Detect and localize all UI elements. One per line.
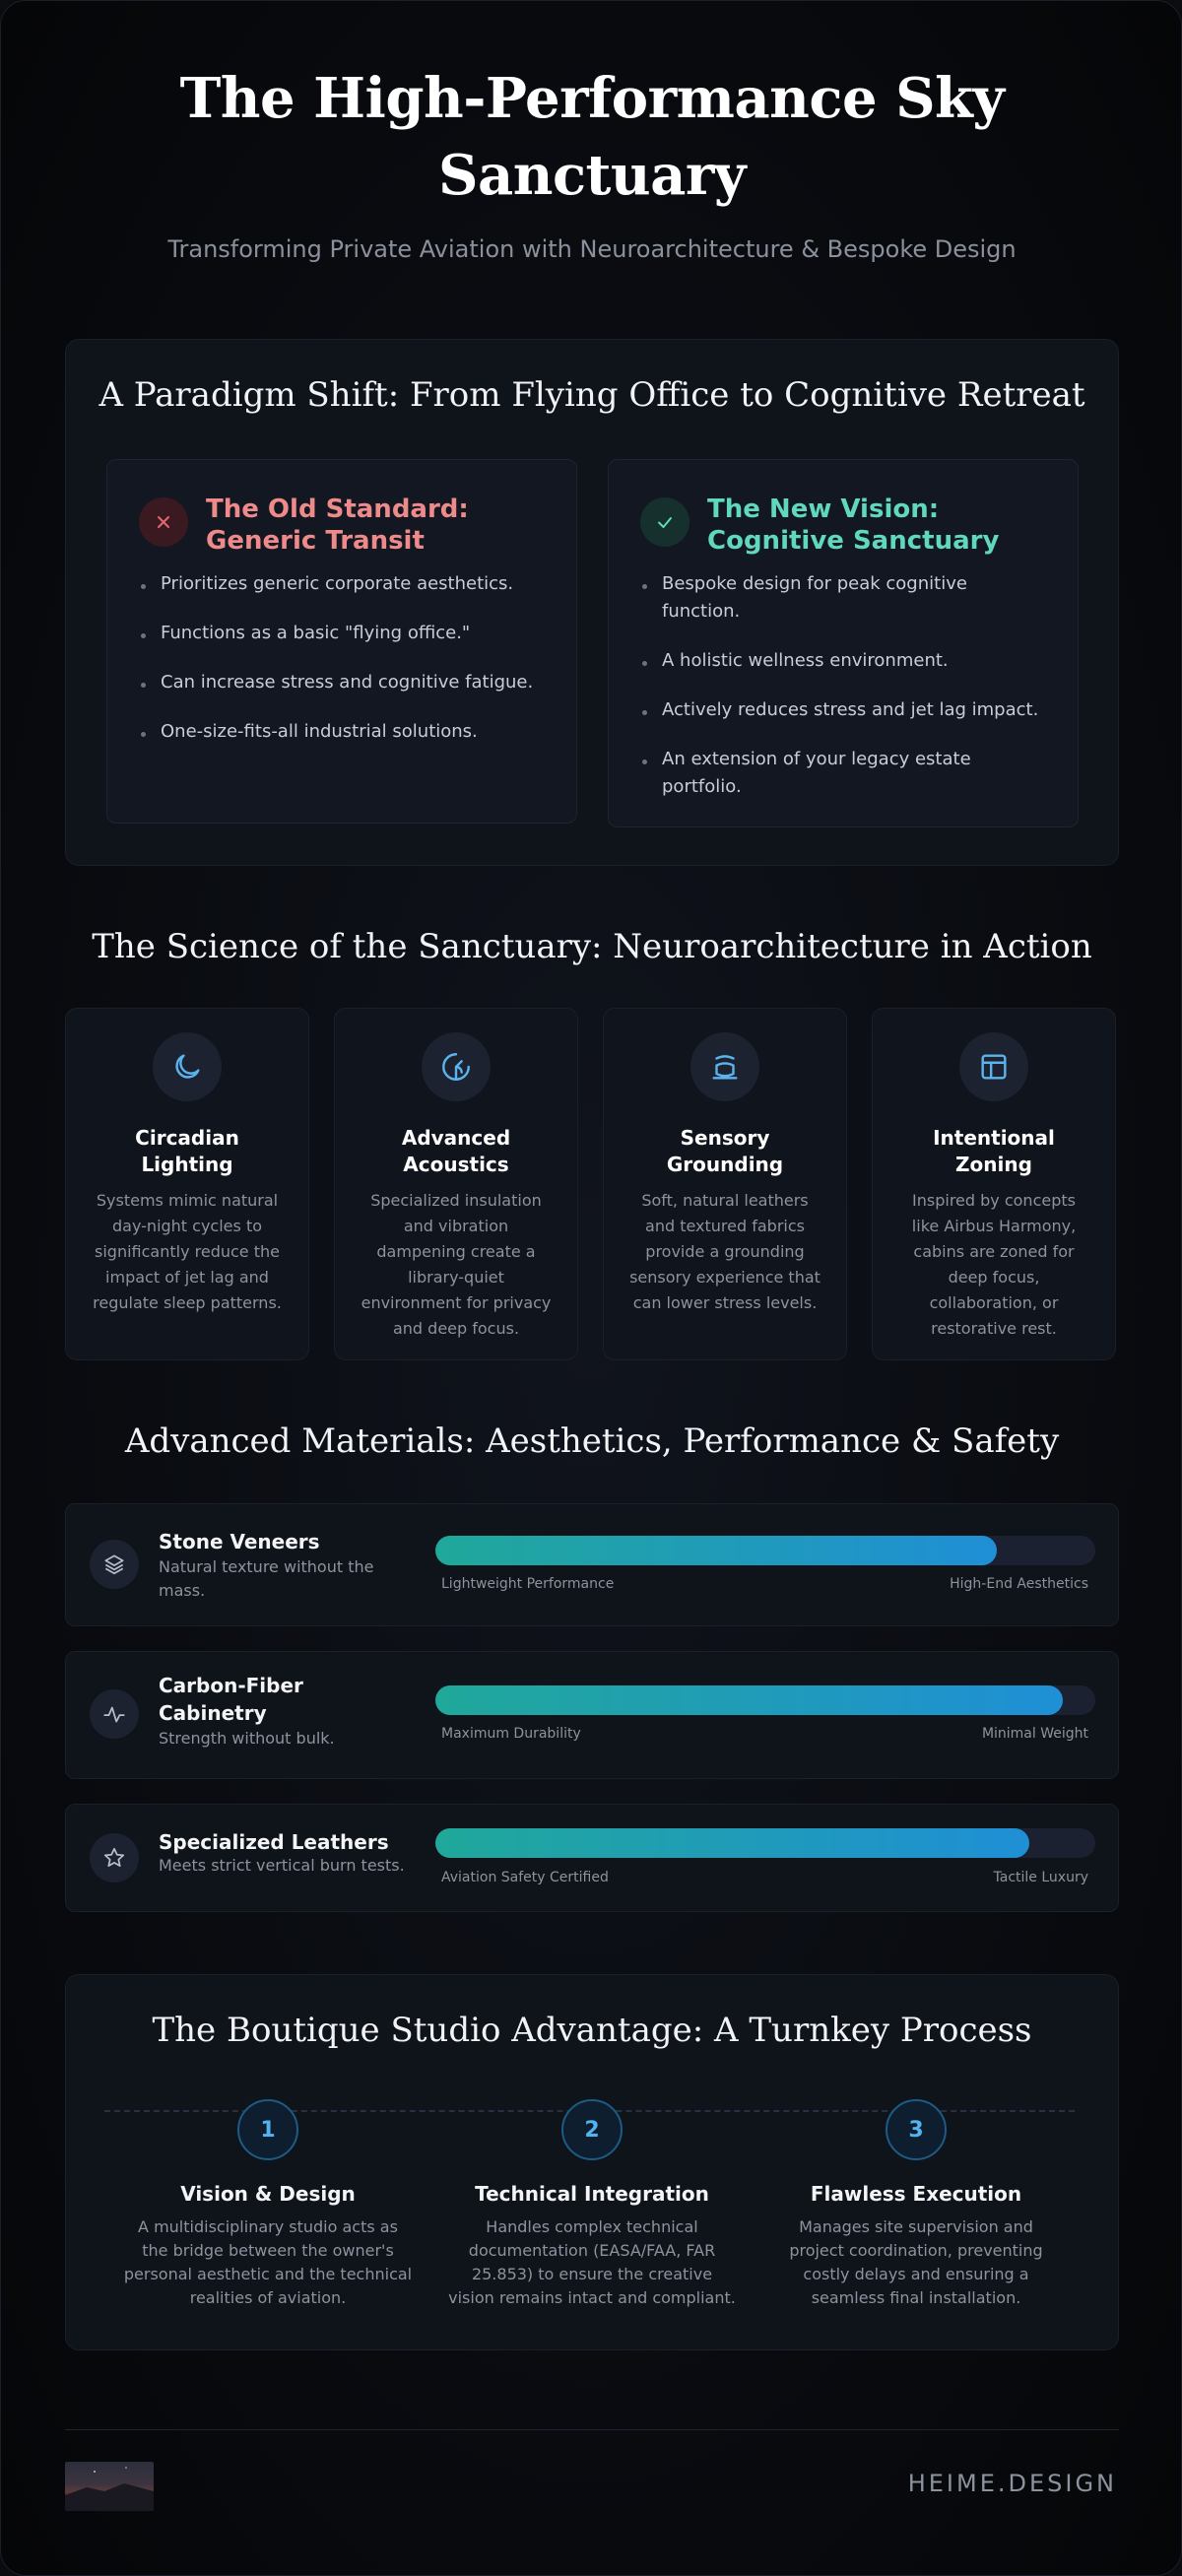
step-number: 3 <box>886 2099 947 2160</box>
process-step-3 <box>763 2099 1069 2310</box>
paradigm-title: A Paradigm Shift: From Flying Office to Cognitive Retreat <box>98 375 1085 415</box>
science-card-acoustics <box>334 1008 578 1360</box>
page-subtitle: Transforming Private Aviation with Neuroarchitecture & Bespoke Design <box>167 235 1017 263</box>
sound-dampening-icon <box>422 1032 491 1101</box>
old-standard-list <box>139 570 545 746</box>
bar-left-label: Aviation Safety Certified <box>441 1870 609 1885</box>
process-step-2 <box>439 2099 745 2310</box>
step-number: 1 <box>237 2099 298 2160</box>
material-bar-fill <box>435 1828 1029 1858</box>
step-title: Flawless Execution <box>810 2182 1022 2206</box>
list-item: Prioritizes generic corporate aesthetics. <box>139 570 545 598</box>
material-bar-fill <box>435 1685 1063 1715</box>
bar-right-label: Minimal Weight <box>981 1726 1088 1742</box>
bar-right-label: Tactile Luxury <box>993 1870 1088 1885</box>
step-text: A multidisciplinary studio acts as the bridge between the owner's personal aesthetic and the technical realities of aviation. <box>123 2217 413 2307</box>
material-desc: Meets strict vertical burn tests. <box>159 1856 405 1875</box>
list-item: A holistic wellness environment. <box>640 647 1046 675</box>
new-vision-list <box>640 570 1046 801</box>
step-title: Technical Integration <box>475 2182 709 2206</box>
process-step-1 <box>115 2099 421 2310</box>
science-card-text: Inspired by concepts like Airbus Harmony, cabins are zoned for deep focus, collaboration, or restorative rest. <box>911 1191 1077 1338</box>
science-card-text: Soft, natural leathers and textured fabrics provide a grounding sensory experience that can lower stress levels. <box>629 1191 821 1312</box>
hero <box>1 60 1182 263</box>
star-icon <box>90 1833 139 1882</box>
list-item: Functions as a basic "flying office." <box>139 620 545 647</box>
material-name: Specialized Leathers <box>159 1830 389 1854</box>
layers-icon <box>90 1540 139 1589</box>
science-card-title: Circadian Lighting <box>135 1126 239 1176</box>
texture-icon <box>690 1032 759 1101</box>
footer-divider <box>65 2429 1119 2430</box>
bar-left-label: Lightweight Performance <box>441 1576 615 1592</box>
science-card-title: Intentional Zoning <box>933 1126 1055 1176</box>
science-card-zoning <box>872 1008 1116 1360</box>
close-icon <box>139 497 188 547</box>
science-card-title: Advanced Acoustics <box>401 1126 511 1176</box>
list-item: Actively reduces stress and jet lag impact. <box>640 696 1046 724</box>
cabin-thumbnail-image <box>65 2462 154 2511</box>
old-standard-title: The Old Standard: Generic Transit <box>206 495 469 556</box>
material-bar-fill <box>435 1536 997 1565</box>
moon-icon <box>153 1032 222 1101</box>
list-item: Bespoke design for peak cognitive function. <box>640 570 1046 626</box>
material-desc: Strength without bulk. <box>159 1729 335 1748</box>
process-title: The Boutique Studio Advantage: A Turnkey Process <box>152 2011 1032 2050</box>
material-bar <box>435 1685 1095 1715</box>
step-title: Vision & Design <box>180 2182 356 2206</box>
step-number: 2 <box>561 2099 623 2160</box>
list-item: Can increase stress and cognitive fatigue. <box>139 669 545 696</box>
materials-title: Advanced Materials: Aesthetics, Performance & Safety <box>124 1421 1060 1461</box>
step-text: Manages site supervision and project coordination, preventing costly delays and ensuring a seamless final installation. <box>789 2217 1043 2307</box>
new-vision-title: The New Vision: Cognitive Sanctuary <box>707 495 1000 556</box>
layout-icon <box>959 1032 1028 1101</box>
science-card-text: Specialized insulation and vibration dampening create a library-quiet environment for privacy and deep focus. <box>361 1191 552 1338</box>
material-stone-veneers <box>65 1503 1119 1626</box>
bar-left-label: Maximum Durability <box>441 1726 581 1742</box>
old-standard-card <box>106 459 577 824</box>
brand-logo-text: HEIME.DESIGN <box>907 2470 1117 2497</box>
new-vision-card <box>608 459 1079 827</box>
list-item: An extension of your legacy estate portfolio. <box>640 746 1046 801</box>
science-title: The Science of the Sanctuary: Neuroarchitecture in Action <box>92 927 1092 966</box>
material-bar <box>435 1828 1095 1858</box>
check-icon <box>640 497 690 547</box>
bar-right-label: High-End Aesthetics <box>950 1576 1088 1592</box>
material-bar <box>435 1536 1095 1565</box>
science-card-text: Systems mimic natural day-night cycles to significantly reduce the impact of jet lag and regulate sleep patterns. <box>93 1191 282 1312</box>
pulse-icon <box>90 1689 139 1739</box>
science-card-title: Sensory Grounding <box>666 1126 784 1176</box>
material-carbon-fiber <box>65 1651 1119 1779</box>
material-desc: Natural texture without the mass. <box>159 1557 374 1600</box>
page-title: The High-Performance Sky Sanctuary <box>179 66 1005 208</box>
step-text: Handles complex technical documentation (EASA/FAA, FAR 25.853) to ensure the creative vision remains intact and compliant. <box>448 2217 736 2307</box>
science-card-circadian <box>65 1008 309 1360</box>
science-card-sensory <box>603 1008 847 1360</box>
material-leathers <box>65 1804 1119 1912</box>
material-name: Stone Veneers <box>159 1530 320 1553</box>
material-name: Carbon-Fiber Cabinetry <box>159 1674 303 1725</box>
list-item: One-size-fits-all industrial solutions. <box>139 718 545 746</box>
